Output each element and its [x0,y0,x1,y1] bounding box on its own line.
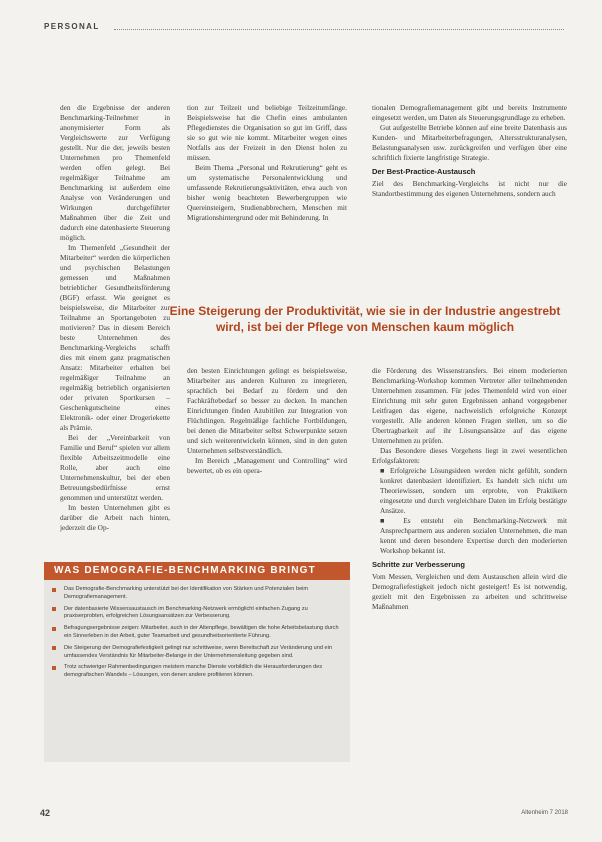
paragraph: Gut aufgestellte Betriebe können auf eine breite Datenbasis aus Kunden- und Mitarbeiterbefragungen, Altersstrukturanalysen, Belastungsanalysen usw. zurückgreifen und verfügen über eine schriftlich fixierte langfristige Strategie. [372,123,567,162]
bullet-text: Es entsteht ein Benchmarking-Netzwerk mit Ansprechpartnern aus anderen sozialen Unternehmen, die man kennt und deren besondere Expertise durch den moderierten Workshop bekannt ist. [380,516,567,555]
bullet-item: ■ Es entsteht ein Benchmarking-Netzwerk mit Ansprechpartnern aus anderen sozialen Unternehmen, die man kennt und deren besondere Expertise durch den moderierten Workshop bekannt ist. [380,516,567,555]
pull-quote: Eine Steigerung der Produktivität, wie sie in der Industrie angestrebt wird, ist bei der Pflege von Menschen kaum möglich [169,304,561,334]
column-2-bottom [187,366,347,551]
header-dotted-rule [114,29,564,30]
bullet-square-icon [52,588,56,592]
list-item-text: Der datenbasierte Wissensaustausch im Benchmarking-Netzwerk ermöglicht einfachen Zugang zu praxiserprobten, erfolgreichen Lösungsansätzen zur Verbesserung. [64,605,308,620]
column-3-bottom [372,366,567,796]
subheading: Der Best-Practice-Austausch [372,167,476,176]
section-label: PERSONAL [44,22,100,31]
column-3-top [372,103,567,291]
section-header [44,22,564,34]
paragraph: Ziel des Benchmarking-Vergleichs ist nicht nur die Standortbestimmung des eigenen Unternehmens, sondern auch [372,179,567,198]
list-item-text: Die Steigerung der Demografiefestigkeit gelingt nur schrittweise, wenn Bereitschaft zur Veränderung und ein umfassendes Verständnis für Mitarbeiter-Belange in der Unternehmensleitung gegeben sind. [64,644,333,659]
column-1 [60,103,170,548]
paragraph: Im Themenfeld „Gesundheit der Mitarbeiter“ werden die körperlichen und psychischen Belastungen gemessen und Maßnahmen betrieblicher Gesundheitsförderung (BGF) erfasst. Wie geeignet es beispielsweise, die Mitarbeiter zur Teilnahme an Sportangeboten zu motivieren? Das in diesem Bereich beste Unternehmen des Benchmarking-Vergleichs schafft dies mit einem ganz pragmatischen Ansatz: Mitarbeiter erhalten bei regelmäßiger Teilnahme an regelmäßig betrieblich organisierten oder privaten Sportkursen – Geschenkgutscheine eines Elektronik- oder einer Drogeriekette als Prämie. [60,243,170,432]
bullet-square-icon [52,607,56,611]
paragraph: tionalen Demografiemanagement gibt und bereits Instrumente eingesetzt werden, um Daten als Steuerungsgrundlage zu erheben. [372,103,567,122]
bullet-square-icon [52,627,56,631]
info-box-title: WAS DEMOGRAFIE-BENCHMARKING BRINGT [44,562,350,580]
column-2-top [187,103,347,285]
list-item-text: Trotz schwieriger Rahmenbedingungen meistern manche Dienste vorbildlich die Herausforderungen des demografischen Wandels – Lösungen, von denen andere profitieren können. [64,664,323,679]
paragraph: den die Ergebnisse der anderen Benchmarking-Teilnehmer in anonymisierter Form als Vergleichswerte zur Verfügung gestellt. Nur die der, jeweils besten Unternehmen pro Themenfeld werden offen gelegt. Bei regelmäßiger Teilnahme am Benchmarking ist außerdem eine Analyse von Veränderungen und Wirkungen durchgeführter Maßnahmen über die Zeit und dadurch eine datenbasierte Steuerung möglich. [60,103,170,242]
list-item [50,664,346,680]
paragraph: den besten Einrichtungen gelingt es beispielsweise, Mitarbeiter aus anderen Kulturen zu integrieren, sprachlich bei Bedarf zu fördern und den Fachkräftebedarf so besser zu decken. In manchen Einrichtungen finden Azubitilen zur Integration von Flüchtlingen. Regelmäßige fachliche Fortbildungen, bei denen die Mitarbeiter selbst Schwerpunkte setzen und sich weiterentwickeln können, sind in den guten Unternehmen selbstverständlich. [187,366,347,455]
list-item [50,606,346,622]
info-box-list [50,586,346,684]
bullet-item: ■ Erfolgreiche Lösungsideen werden nicht gefühlt, sondern konkret datenbasiert identifiziert. Es handelt sich nicht um Theoriewissen, sondern um erprobte, von Praktikern eingesetzte und durch vergleichbare Daten im Erfolg bestätigte Ansätze. [380,466,567,515]
list-item-text: Befragungsergebnisse zeigen: Mitarbeiter, auch in der Altenpflege, bewältigen die hohe Arbeitsbelastung durch ein Sinnerleben in der Arbeit, guter Teamarbeit und gesundheitsorientierte Führung. [64,625,339,639]
list-item [50,625,346,641]
bullet-text: Erfolgreiche Lösungsideen werden nicht gefühlt, sondern konkret datenbasiert identifiziert. Es handelt sich nicht um Theoriewissen, sondern um erprobte, von Praktikern eingesetzte und durch vergleichbare Daten im Erfolg bestätigte Ansätze. [380,466,567,515]
paragraph: Vom Messen, Vergleichen und dem Austauschen allein wird die Demografiefestigkeit jedoch nicht gesteigert! Es ist notwendig, gezielt mit den Ergebnissen zu arbeiten und schrittweise Maßnahmen [372,572,567,611]
info-box [44,562,350,762]
paragraph: Das Besondere dieses Vorgehens liegt in zwei wesentlichen Erfolgsfaktoren: [372,446,567,465]
paragraph: Im besten Unternehmen gibt es darüber die Arbeit nach hinten, jederzeit die Op- [60,503,170,532]
list-item [50,645,346,661]
subheading: Schritte zur Verbesserung [372,560,465,569]
paragraph: Bei der „Vereinbarkeit von Familie und Beruf“ spielen vor allem flexible Arbeitszeitmodelle eine Rolle, aber auch eine Unternehmenskultur, bei der eben Betreuungsbedürfnisse ernst genommen und unterstützt werden. [60,433,170,502]
paragraph: die Förderung des Wissenstransfers. Bei einem moderierten Benchmarking-Workshop kommen Vertreter aller teilnehmenden Unternehmen zusammen. Für jedes Themenfeld wird von einer Einrichtung mit sehr guten Ergebnissen anhand vorgegebener Leitfragen das eigene, nachweislich erfolgreiche Konzept vorgestellt. Alle anderen können Fragen stellen, um so die Übertragbarkeit auf ihr Lösungsansätze auf das eigene Unternehmen zu prüfen. [372,366,567,445]
bullet-square-icon [52,646,56,650]
paragraph: Beim Thema „Personal und Rekrutierung“ geht es um systematische Personalentwicklung und umfassende Rekrutierungsaktivitäten, etwa auch von bisher wenig beachteten Bewerbergruppen wie Quereinsteigern, Studienabbrechern, Menschen mit Migrationshintergrund oder mit Behinderung. In [187,163,347,222]
list-item [50,586,346,602]
page-number: 42 [40,808,51,818]
list-item-text: Das Demografie-Benchmarking unterstützt bei der Identifikation von Stärken und Potenzialen beim Demografiemanagement. [64,586,309,600]
issue-label: Altenheim 7 2018 [521,810,568,816]
paragraph: Im Bereich „Management und Controlling“ wird bewertet, ob es ein opera- [187,456,347,475]
bullet-square-icon [52,666,56,670]
paragraph: tion zur Teilzeit und beliebige Teilzeitumfänge. Beispielsweise hat die Chefin eines ambulanten Pflegedienstes die Organisation so gut im Griff, dass sie so gut wie nie kommt. Mitarbeiter wegen eines Notfalls aus der Freizeit in den Dienst holen zu müssen. [187,103,347,162]
